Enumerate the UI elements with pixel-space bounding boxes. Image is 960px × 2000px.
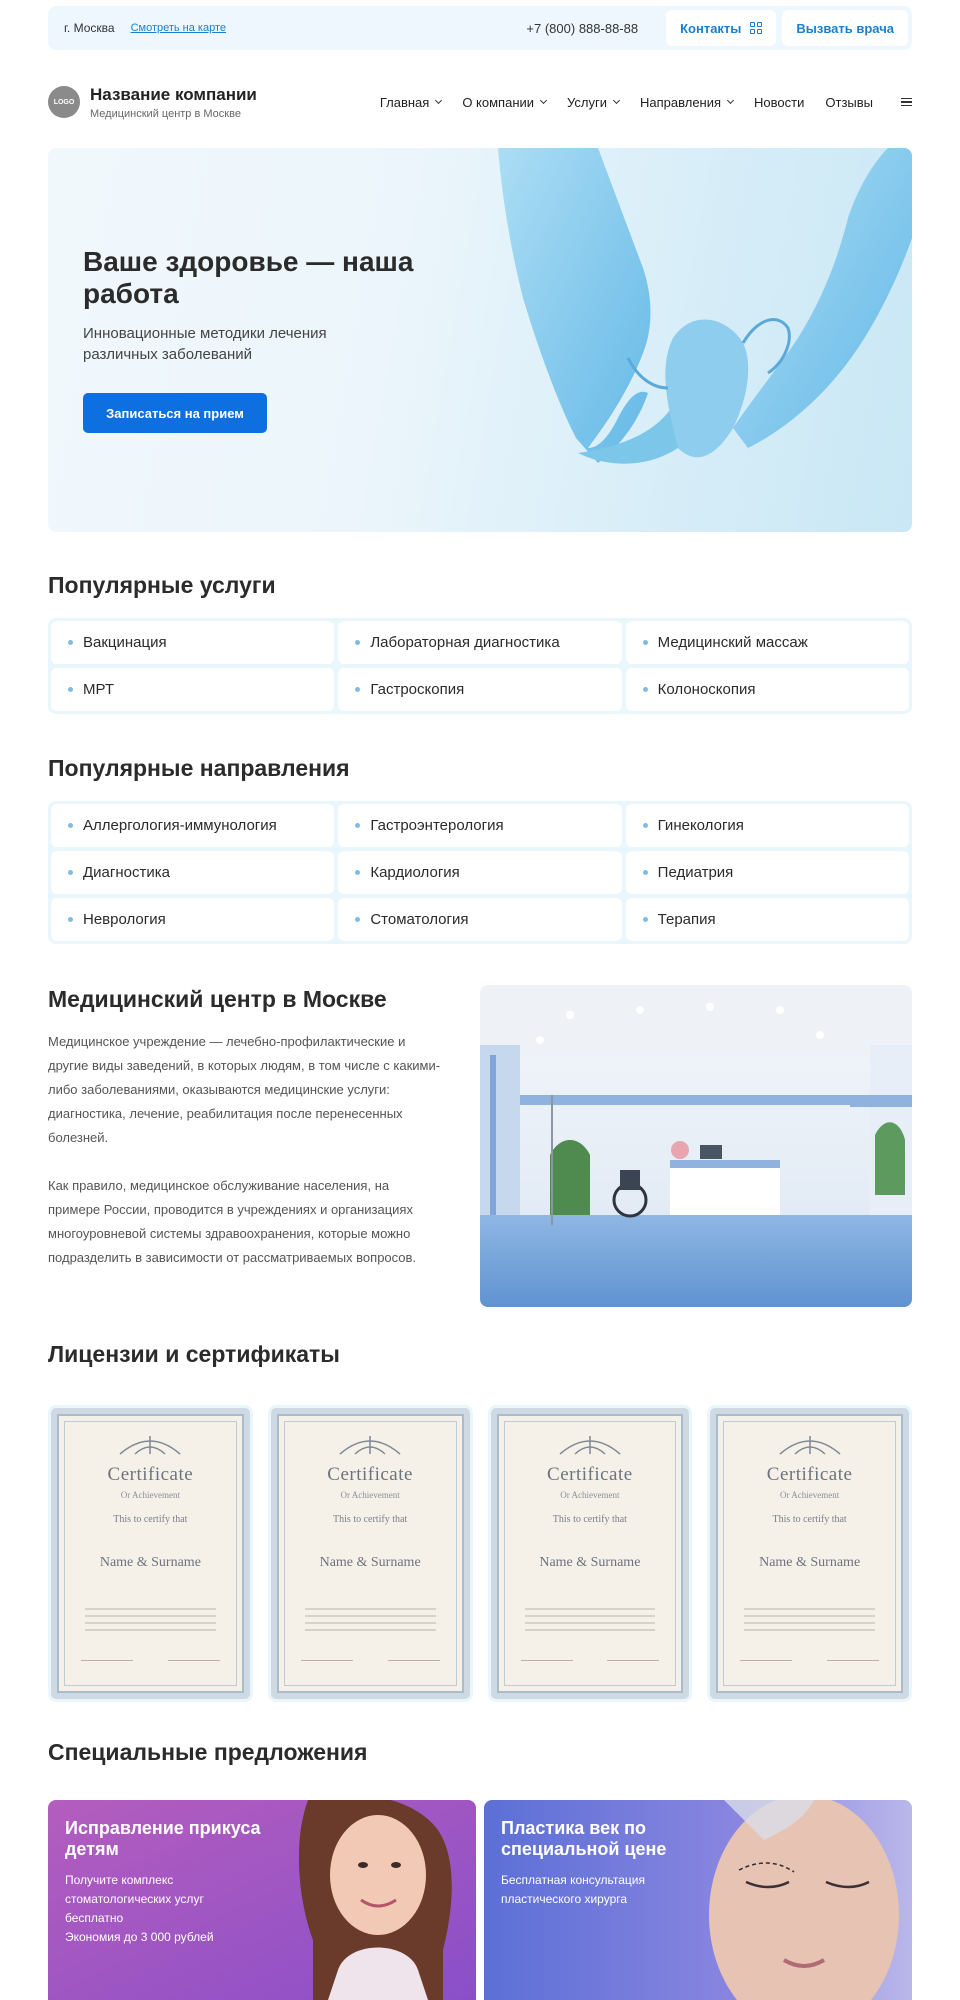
- offers-title: Специальные предложения: [48, 1739, 368, 1765]
- direction-item[interactable]: [626, 804, 909, 847]
- site-header: [48, 80, 912, 124]
- certificate-heading: Certificate: [107, 1464, 194, 1485]
- offer-title: Исправление прикуса детям: [65, 1818, 261, 1859]
- ornament-icon: [550, 1432, 630, 1460]
- nav-item-about[interactable]: [462, 95, 546, 110]
- chevron-down-icon: [435, 97, 442, 104]
- service-label: Колоноскопия: [657, 681, 756, 698]
- bullet-icon: [355, 640, 360, 645]
- direction-label: Гастроэнтерология: [370, 817, 504, 834]
- service-label: МРТ: [83, 681, 114, 698]
- direction-label: Гинекология: [657, 817, 744, 834]
- bullet-icon: [68, 870, 73, 875]
- direction-item[interactable]: [51, 898, 334, 941]
- directions-grid: [48, 801, 912, 944]
- about-paragraph-1: Медицинское учреждение — лечебно-профилактические и другие виды заведений, в которых людям, в том числе с какими-либо заболеваниями, оказываются медицинские услуги: диагностика, лечение, реабилитация после перенесенных болезней.: [48, 1034, 441, 1145]
- service-item[interactable]: [338, 621, 621, 664]
- appointment-button[interactable]: Записаться на прием: [83, 393, 267, 433]
- nav-item-news[interactable]: [754, 95, 804, 110]
- certificate-certify: This to certify that: [772, 1514, 847, 1525]
- bullet-icon: [355, 870, 360, 875]
- direction-label: Неврология: [83, 911, 166, 928]
- direction-item[interactable]: [338, 851, 621, 894]
- services-grid: [48, 618, 912, 714]
- certificate-certify: This to certify that: [333, 1514, 408, 1525]
- offer-title: Пластика век по специальной цене: [501, 1818, 667, 1859]
- ornament-icon: [110, 1432, 190, 1460]
- direction-label: Диагностика: [83, 864, 170, 881]
- certificate-name: Name & Surname: [99, 1555, 201, 1570]
- bullet-icon: [355, 687, 360, 692]
- offer-card-bite[interactable]: [48, 1800, 476, 2000]
- bullet-icon: [68, 917, 73, 922]
- certificate-heading: Certificate: [766, 1464, 853, 1485]
- certificate-name: Name & Surname: [759, 1555, 861, 1570]
- ornament-icon: [770, 1432, 850, 1460]
- certificate-heading: Certificate: [547, 1464, 633, 1485]
- service-item[interactable]: [51, 668, 334, 711]
- licenses-title: Лицензии и сертификаты: [48, 1341, 340, 1367]
- direction-label: Кардиология: [370, 864, 460, 881]
- certificate-sub: Or Achievement: [120, 1490, 180, 1500]
- services-title: Популярные услуги: [48, 572, 276, 598]
- certificate-heading: Certificate: [327, 1464, 413, 1485]
- certificates-grid: [48, 1405, 912, 1702]
- nav-item-label: Направления: [640, 94, 722, 110]
- heart-gloves-image: [478, 148, 912, 532]
- offer-description: Бесплатная консультация пластического хирурга: [501, 1873, 645, 1906]
- nav-item-label: Отзывы: [825, 94, 873, 110]
- direction-item[interactable]: [338, 804, 621, 847]
- contacts-button[interactable]: [666, 10, 776, 46]
- offer-description: Получите комплекс стоматологических услуг бесплатно Экономия до 3 000 рублей: [65, 1873, 214, 1944]
- grid-icon: [750, 22, 762, 34]
- map-link[interactable]: Смотреть на карте: [130, 22, 227, 34]
- certificate-card[interactable]: [707, 1405, 912, 1702]
- service-label: Лабораторная диагностика: [370, 634, 560, 651]
- bullet-icon: [68, 823, 73, 828]
- service-label: Медицинский массаж: [657, 634, 808, 651]
- direction-label: Педиатрия: [657, 864, 734, 881]
- menu-icon[interactable]: [901, 98, 912, 107]
- company-name: Название компании: [90, 84, 257, 104]
- service-item[interactable]: [626, 668, 909, 711]
- brand: [90, 85, 257, 120]
- phone-number[interactable]: +7 (800) 888-88-88: [526, 20, 639, 36]
- nav-item-label: Новости: [754, 94, 805, 110]
- company-subtitle: Медицинский центр в Москве: [90, 107, 241, 120]
- nav-item-directions[interactable]: [640, 95, 733, 110]
- logo[interactable]: LOGO: [48, 86, 80, 118]
- bullet-icon: [68, 687, 73, 692]
- service-item[interactable]: [51, 621, 334, 664]
- nav-item-home[interactable]: [380, 95, 441, 110]
- certificate-name: Name & Surname: [319, 1555, 421, 1570]
- certificate-card[interactable]: [48, 1405, 253, 1702]
- certificate-card[interactable]: [268, 1405, 473, 1702]
- certificate-sub: Or Achievement: [560, 1490, 620, 1500]
- certificate-name: Name & Surname: [539, 1555, 641, 1570]
- nav-item-label: Главная: [379, 94, 430, 110]
- nav-item-label: О компании: [462, 94, 535, 110]
- direction-item[interactable]: [51, 804, 334, 847]
- bullet-icon: [643, 823, 648, 828]
- direction-item[interactable]: [51, 851, 334, 894]
- top-bar: [48, 6, 912, 50]
- direction-item[interactable]: [626, 851, 909, 894]
- certificate-certify: This to certify that: [113, 1514, 188, 1525]
- about-title: Медицинский центр в Москве: [48, 986, 387, 1012]
- nav-item-services[interactable]: [567, 95, 619, 110]
- call-doctor-label: Вызвать врача: [796, 20, 894, 36]
- nav-item-reviews[interactable]: [825, 95, 873, 110]
- chevron-down-icon: [540, 97, 547, 104]
- chevron-down-icon: [727, 97, 734, 104]
- bullet-icon: [355, 823, 360, 828]
- bullet-icon: [68, 640, 73, 645]
- hero-banner: [48, 148, 912, 532]
- direction-label: Аллергология-иммунология: [83, 817, 277, 834]
- direction-label: Стоматология: [370, 911, 469, 928]
- direction-item[interactable]: [338, 898, 621, 941]
- call-doctor-button[interactable]: [782, 10, 908, 46]
- bullet-icon: [643, 917, 648, 922]
- main-nav: [359, 95, 912, 110]
- directions-title: Популярные направления: [48, 755, 350, 781]
- direction-label: Терапия: [657, 911, 716, 928]
- bullet-icon: [643, 687, 648, 692]
- offer-card-eyelid[interactable]: [484, 1800, 912, 2000]
- direction-item[interactable]: [626, 898, 909, 941]
- ornament-icon: [330, 1432, 410, 1460]
- certificate-sub: Or Achievement: [340, 1490, 400, 1500]
- certificate-card[interactable]: [488, 1405, 693, 1702]
- bullet-icon: [643, 870, 648, 875]
- hero-title: Ваше здоровье — наша работа: [83, 246, 414, 309]
- bullet-icon: [355, 917, 360, 922]
- certificate-certify: This to certify that: [552, 1514, 627, 1525]
- bullet-icon: [643, 640, 648, 645]
- chevron-down-icon: [613, 97, 620, 104]
- hero-subtitle: Инновационные методики лечения различных заболеваний: [83, 325, 327, 363]
- service-label: Гастроскопия: [370, 681, 465, 698]
- contacts-label: Контакты: [680, 20, 742, 36]
- service-item[interactable]: [338, 668, 621, 711]
- service-item[interactable]: [626, 621, 909, 664]
- certificate-sub: Or Achievement: [780, 1490, 840, 1500]
- clinic-hall-image: [480, 985, 912, 1307]
- service-label: Вакцинация: [83, 634, 167, 651]
- nav-item-label: Услуги: [567, 94, 608, 110]
- about-paragraph-2: Как правило, медицинское обслуживание населения, на примере России, проводится в учреждениях и организациях многоуровневой системы здравоохранения, которые можно подразделить в зависимости от рассматриваемых вопросов.: [48, 1178, 417, 1265]
- city-label: г. Москва: [64, 21, 115, 35]
